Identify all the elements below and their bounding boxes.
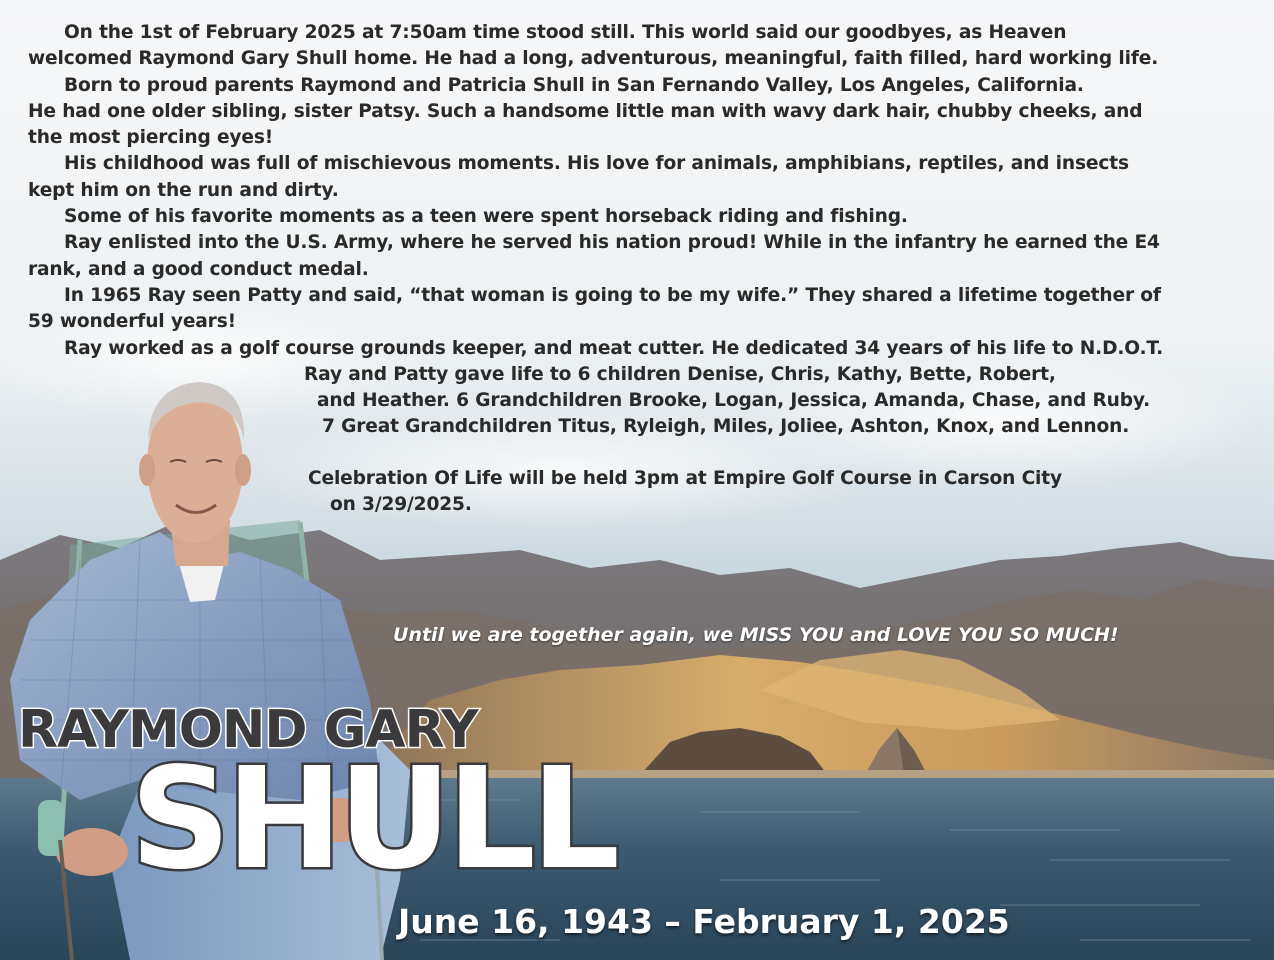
- life-dates: June 16, 1943 – February 1, 2025: [398, 902, 1010, 941]
- family-line: 7 Great Grandchildren Titus, Ryleigh, Miles, Joliee, Ashton, Knox, and Lennon.: [322, 416, 1130, 437]
- last-name: SHULL: [130, 738, 616, 901]
- obituary-line: Born to proud parents Raymond and Patricia Shull in San Fernando Valley, Los Angeles, California.: [64, 74, 1084, 96]
- obituary-line: Ray worked as a golf course grounds keeper, and meat cutter. He dedicated 34 years of his life to N.D.O.T.: [64, 337, 1164, 359]
- obituary-line: welcomed Raymond Gary Shull home. He had a long, adventurous, meaningful, faith filled, hard working life.: [28, 48, 1159, 70]
- family-line: Ray and Patty gave life to 6 children Denise, Chris, Kathy, Bette, Robert,: [304, 364, 1056, 385]
- obituary-line: kept him on the run and dirty.: [28, 179, 339, 201]
- obituary-line: rank, and a good conduct medal.: [28, 258, 369, 280]
- obituary-line: the most piercing eyes!: [28, 127, 274, 149]
- obituary-line: Some of his favorite moments as a teen were spent horseback riding and fishing.: [64, 206, 908, 228]
- celebration-date: on 3/29/2025.: [330, 494, 472, 515]
- memorial-tagline: Until we are together again, we MISS YOU and LOVE YOU SO MUCH!: [393, 624, 1119, 646]
- obituary-line: Ray enlisted into the U.S. Army, where he served his nation proud! While in the infantry he earned the E4: [64, 232, 1160, 254]
- celebration-line: Celebration Of Life will be held 3pm at Empire Golf Course in Carson City: [308, 468, 1062, 489]
- first-middle-name: RAYMOND GARY: [18, 700, 478, 760]
- obituary-body: [28, 20, 1253, 362]
- family-line: and Heather. 6 Grandchildren Brooke, Logan, Jessica, Amanda, Chase, and Ruby.: [317, 390, 1151, 411]
- obituary-line: He had one older sibling, sister Patsy. Such a handsome little man with wavy dark hair, chubby cheeks, and: [28, 100, 1143, 122]
- obituary-line: 59 wonderful years!: [28, 311, 236, 333]
- obituary-line: His childhood was full of mischievous moments. His love for animals, amphibians, reptiles, and insects: [64, 153, 1129, 175]
- obituary-line: In 1965 Ray seen Patty and said, “that woman is going to be my wife.” They shared a lifetime together of: [64, 284, 1161, 306]
- obituary-line: On the 1st of February 2025 at 7:50am time stood still. This world said our goodbyes, as Heaven: [64, 22, 1067, 43]
